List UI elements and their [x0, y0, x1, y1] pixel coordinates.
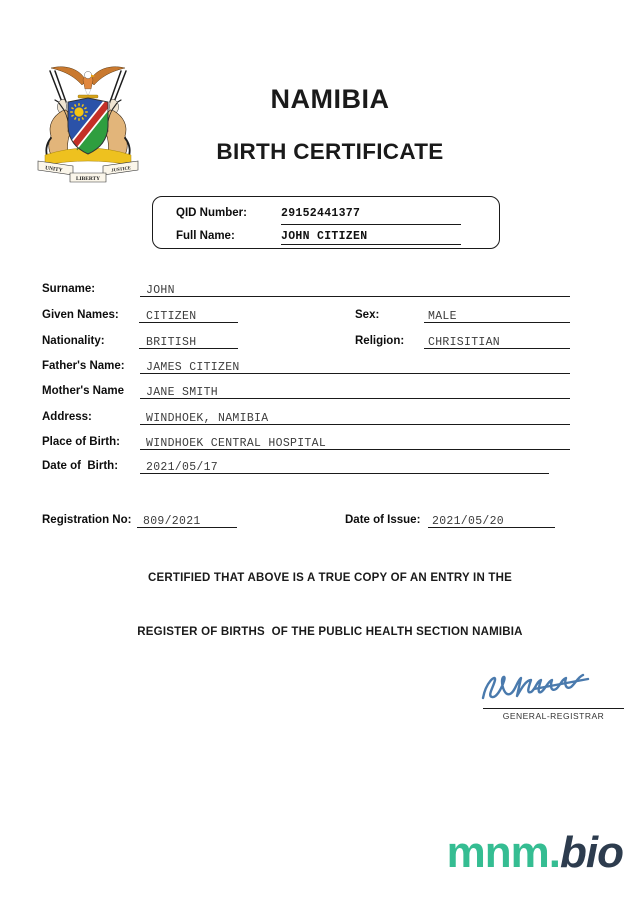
father-name-label: Father's Name:: [42, 360, 125, 372]
brand-primary: mnm.: [446, 828, 561, 877]
qid-box: [152, 196, 500, 249]
registrar-signature: [476, 666, 626, 708]
sex-underline: [424, 322, 570, 323]
given-names-label: Given Names:: [42, 309, 119, 321]
full-name-value: JOHN CITIZEN: [281, 230, 368, 243]
address-underline: [140, 424, 570, 425]
date-of-birth-label: Date of Birth:: [42, 460, 119, 472]
father-name-underline: [140, 373, 570, 374]
mother-name-label: Mother's Name: [42, 385, 124, 397]
mother-name-underline: [140, 398, 570, 399]
place-of-birth-underline: [140, 449, 570, 450]
father-name-value: JAMES CITIZEN: [146, 361, 240, 374]
date-of-birth-value: 2021/05/17: [146, 461, 219, 474]
registration-no-value: 809/2021: [143, 515, 201, 528]
nationality-underline: [139, 348, 238, 349]
registration-no-label: Registration No:: [42, 514, 132, 526]
date-of-birth-underline: [140, 473, 549, 474]
address-value: WINDHOEK, NAMIBIA: [146, 412, 269, 425]
qid-number-label: QID Number:: [176, 207, 247, 219]
sex-value: MALE: [428, 310, 457, 323]
surname-value: JOHN: [146, 284, 175, 297]
place-of-birth-value: WINDHOEK CENTRAL HOSPITAL: [146, 437, 327, 450]
certification-line-2: REGISTER OF BIRTHS OF THE PUBLIC HEALTH SECTION NAMIBIA: [137, 626, 523, 638]
motto-justice: JUSTICE: [111, 166, 132, 174]
brand-secondary: bio: [560, 828, 623, 877]
motto-unity: UNITY: [44, 165, 63, 174]
sex-label: Sex:: [355, 309, 380, 321]
registrar-title: GENERAL-REGISTRAR: [502, 711, 605, 721]
date-of-issue-value: 2021/05/20: [432, 515, 505, 528]
brand-watermark: [447, 829, 623, 877]
religion-label: Religion:: [355, 335, 405, 347]
religion-value: CHRISITIAN: [428, 336, 501, 349]
certification-line-1: CERTIFIED THAT ABOVE IS A TRUE COPY OF AN ENTRY IN THE: [148, 572, 512, 584]
given-names-underline: [139, 322, 238, 323]
qid-underline: [281, 224, 461, 225]
mother-name-value: JANE SMITH: [146, 386, 219, 399]
surname-underline: [140, 296, 570, 297]
namibia-coat-of-arms: [33, 62, 143, 186]
place-of-birth-label: Place of Birth:: [42, 436, 120, 448]
motto-liberty: LIBERTY: [75, 176, 101, 183]
nationality-label: Nationality:: [42, 335, 105, 347]
address-label: Address:: [42, 411, 92, 423]
date-of-issue-underline: [428, 527, 555, 528]
country-title: NAMIBIA: [270, 84, 390, 114]
religion-underline: [424, 348, 570, 349]
given-names-value: CITIZEN: [146, 310, 197, 323]
document-title: BIRTH CERTIFICATE: [216, 139, 444, 164]
qid-number-value: 29152441377: [281, 207, 361, 220]
date-of-issue-label: Date of Issue:: [345, 514, 421, 526]
surname-label: Surname:: [42, 283, 96, 295]
registration-no-underline: [137, 527, 237, 528]
nationality-value: BRITISH: [146, 336, 197, 349]
full-name-underline: [281, 244, 461, 245]
signature-line: [483, 708, 624, 709]
full-name-label: Full Name:: [176, 230, 235, 242]
